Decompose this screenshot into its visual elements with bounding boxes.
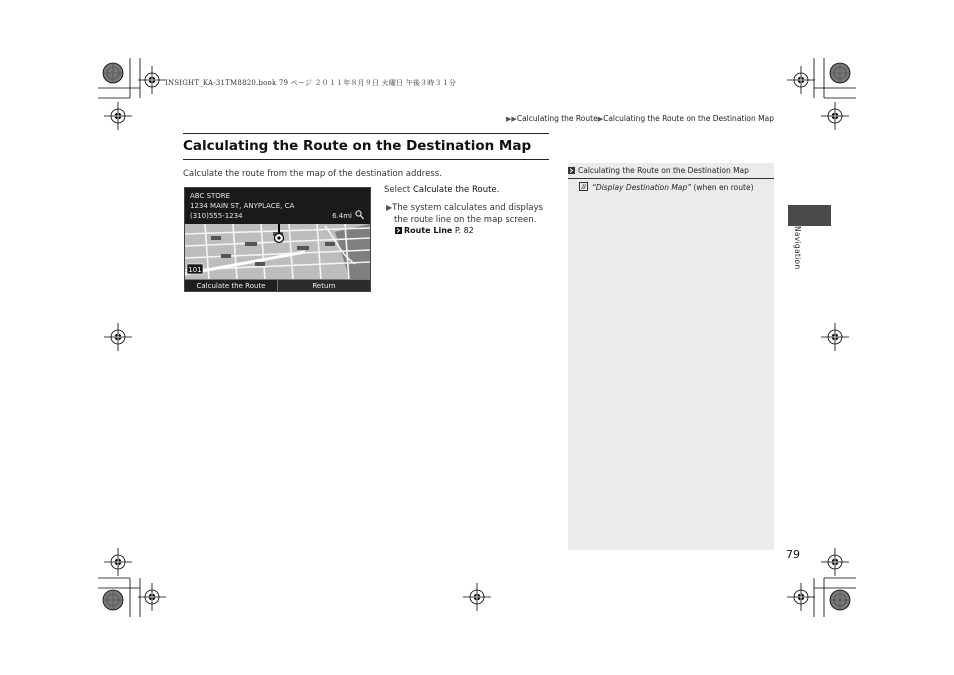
xref-page: P. 82 xyxy=(452,226,474,235)
sidebar-heading-text: Calculating the Route on the Destination Map xyxy=(578,166,749,175)
breadcrumb-arrow-icon: ▶▶ xyxy=(506,115,517,123)
title-rule-bottom xyxy=(183,159,549,160)
select-instruction xyxy=(384,185,499,195)
bullet-line-1: The system calculates and displays xyxy=(392,203,543,213)
bullet-arrow-icon: ▶ xyxy=(386,203,393,212)
select-prefix: Select xyxy=(384,185,413,195)
breadcrumb-arrow-icon: ▶ xyxy=(597,115,604,123)
page-number: 79 xyxy=(786,548,800,561)
cross-reference[interactable] xyxy=(395,226,474,235)
highway-number: 101 xyxy=(188,266,202,274)
intro-text: Calculate the route from the map of the destination address. xyxy=(183,169,442,179)
xref-label[interactable]: Route Line xyxy=(404,226,453,235)
destination-phone: (310)555-1234 xyxy=(190,212,243,220)
calculate-route-button[interactable]: Calculate the Route xyxy=(185,279,278,292)
bullet-line-2: the route line on the map screen. xyxy=(394,215,537,225)
section-tab xyxy=(788,205,831,226)
return-button[interactable]: Return xyxy=(278,279,370,292)
destination-map xyxy=(185,224,370,280)
voice-command-suffix: (when en route) xyxy=(691,183,754,192)
xref-arrow-icon xyxy=(395,227,402,234)
title-rule-top xyxy=(183,133,549,134)
sidebar-rule xyxy=(568,178,774,179)
section-tab-label: Navigation xyxy=(793,226,802,270)
breadcrumb xyxy=(506,114,774,123)
voice-command-text: “Display Destination Map” xyxy=(592,183,692,192)
phone-icon xyxy=(355,210,364,220)
screen-button-bar xyxy=(185,279,370,292)
nav-screen-illustration xyxy=(184,187,371,292)
breadcrumb-item-1: Calculating the Route xyxy=(516,114,598,123)
page-title: Calculating the Route on the Destination Map xyxy=(183,138,532,154)
breadcrumb-item-2: Calculating the Route on the Destination Map xyxy=(603,114,774,123)
voice-command-icon xyxy=(579,182,588,191)
sidebar-arrow-icon xyxy=(568,167,575,174)
sidebar-heading xyxy=(568,166,749,175)
select-command: Calculate the Route. xyxy=(412,185,500,195)
voice-command-note xyxy=(579,182,754,192)
destination-address: 1234 MAIN ST, ANYPLACE, CA xyxy=(190,202,295,210)
destination-name: ABC STORE xyxy=(190,192,231,200)
book-file-header: INSIGHT_KA-31TM8820.book 79 ページ ２０１１年８月９日 火曜日 午後３時３１分 xyxy=(165,79,457,87)
result-bullet xyxy=(386,202,551,226)
notes-sidebar xyxy=(568,163,774,550)
destination-info-panel xyxy=(185,188,370,224)
destination-distance: 6.4mi xyxy=(332,212,352,220)
